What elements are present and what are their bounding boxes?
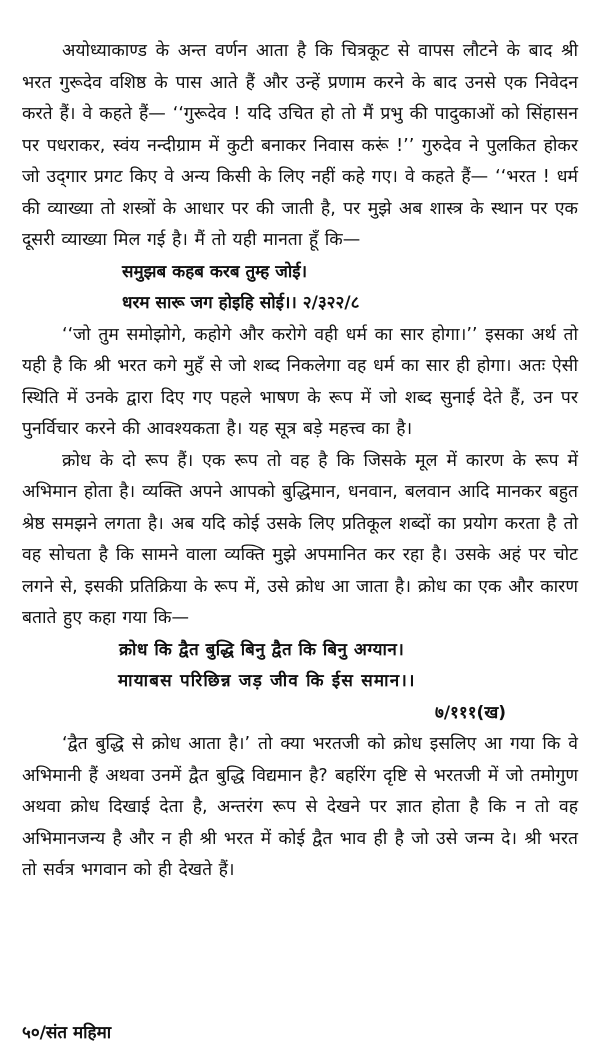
verse-line-2: धरम सारू जग होइहि सोई।। २/३२२/८ [122, 293, 360, 313]
paragraph-1: अयोध्याकाण्ड के अन्त वर्णन आता है कि चित्रकूट से वापस लौटने के बाद श्री भरत गुरूदेव वशिष्ठ के पास आते हैं और उन्हें प्रणाम करने के बाद उनसे एक निवेदन करते हैं। वे कहते हैं— ‘‘गुरूदेव ! यदि उचित हो तो मैं प्रभु की पादुकाओं को सिंहासन पर पधराकर, स्वंय नन्दीग्राम में कुटी बनाकर निवास करूं !’’ गुरुदेव ने पुलकित होकर जो उद्‌गार प्रगट किए वे अन्य किसी के लिए नहीं कहे गए। वे कहते हैं— ‘‘भरत ! धर्म की व्याख्या तो शस्त्रों के आधार पर की जाती है, पर मुझे अब शास्त्र के स्थान पर एक दूसरी व्याख्या मिल गई है। मैं तो यही मानता हूँ कि— [22, 41, 578, 250]
verse-block-1 [22, 257, 578, 320]
verse-line-3: क्रोध कि द्वैत बुद्धि बिनु द्वैत कि बिनु अग्यान। [119, 639, 405, 660]
verse-line-1: समुझब कहब करब तुम्ह जोई। [122, 261, 308, 282]
paragraph-3: क्रोध के दो रूप हैं। एक रूप तो वह है कि जिसके मूल में कारण के रूप में अभिमान होता है। व्यक्ति अपने आपको बुद्धिमान, धनवान, बलवान आदि मानकर बहुत श्रेष्ठ समझने लगता है। अब यदि कोई उसके लिए प्रतिकूल शब्दों का प्रयोग करता है तो वह सोचता है कि सामने वाला व्यक्ति मुझे अपमानित कर रहा है। उसके अहं पर चोट लगने से, इसकी प्रतिक्रिया के रूप में, उसे क्रोध आ जाता है। क्रोध का एक और कारण बताते हुए कहा गया कि— [22, 450, 578, 628]
paragraph-2: ‘‘जो तुम समोझोगे, कहोगे और करोगे वही धर्म का सार होगा।’’ इसका अर्थ तो यही है कि श्री भरत कगे मुहँ से जो शब्द निकलेगा वह धर्म का सार ही होगा। अतः ऐसी स्थिति में उनके द्वारा दिए गए पहले भाषण के रूप में जो शब्द सुनाई देते हैं, उन पर पुनर्विचार करने की आवश्यकता है। यह सूत्र बड़े महत्त्व का है। [22, 324, 578, 439]
paragraph-4: ‘द्वैत बुद्धि से क्रोध आता है।’ तो क्या भरतजी को क्रोध इसलिए आ गया कि वे अभिमानी हैं अथवा उनमें द्वैत बुद्धि विद्यमान है? बहरिंग दृष्टि से भरतजी में जो तमोगुण अथवा क्रोध दिखाई देता है, अन्तरंग रूप से देखने पर ज्ञात होता है कि न तो वह अभिमानजन्य है और न ही श्री भरत में कोई द्वैत भाव ही है जो उसे जन्म दे। श्री भरत तो सर्वत्र भगवान को ही देखते हैं। [22, 734, 578, 880]
verse-block-2 [22, 635, 578, 730]
verse-line-4: मायाबस परिछिन्न जड़ जीव कि ईस समान।। [118, 671, 416, 691]
verse-reference: ७/१११(ख) [434, 702, 506, 723]
page-footer: ५०/संत महिमा [22, 1023, 112, 1043]
